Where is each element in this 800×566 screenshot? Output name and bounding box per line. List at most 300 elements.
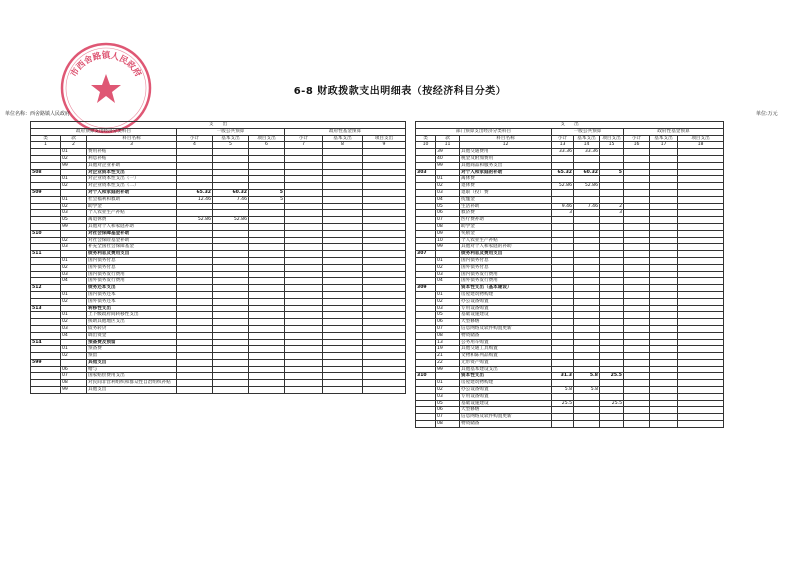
column-number: 3	[87, 142, 177, 149]
amount-cell	[323, 251, 363, 258]
amount-cell	[213, 305, 249, 312]
table-row	[31, 203, 406, 210]
column-number: 9	[363, 142, 406, 149]
category-code	[416, 346, 436, 353]
column-label: 款	[61, 135, 87, 142]
amount-cell	[678, 285, 724, 292]
amount-cell	[177, 387, 213, 394]
amount-cell	[285, 237, 323, 244]
subject-name: 国内债务还本	[87, 291, 177, 298]
table-row	[416, 373, 724, 380]
general-budget-header: 一般公共预算	[177, 128, 285, 135]
amount-cell	[213, 251, 249, 258]
amount-cell	[574, 380, 600, 387]
category-code	[416, 183, 436, 190]
amount-cell	[249, 257, 285, 264]
amount-cell	[624, 271, 650, 278]
amount-cell	[363, 359, 406, 366]
amount-cell	[213, 339, 249, 346]
category-code	[416, 217, 436, 224]
amount-cell	[678, 155, 724, 162]
amount-cell	[177, 251, 213, 258]
subject-name: 税金及附加费用	[460, 155, 552, 162]
column-number: 13	[552, 142, 574, 149]
category-code	[416, 155, 436, 162]
column-label-row	[31, 135, 406, 142]
amount-cell: 60.32	[574, 169, 600, 176]
amount-cell	[624, 339, 650, 346]
amount-cell	[249, 264, 285, 271]
category-code	[416, 176, 436, 183]
amount-cell	[323, 155, 363, 162]
subject-name: 资本性支出（基本建设）	[460, 285, 552, 292]
amount-cell	[600, 155, 624, 162]
subject-name: 离退休费	[87, 217, 177, 224]
amount-cell	[177, 380, 213, 387]
table-row	[416, 278, 724, 285]
subject-name: 大型修缮	[460, 407, 552, 414]
amount-cell	[285, 346, 323, 353]
amount-cell	[363, 285, 406, 292]
subject-name: 援助其他地区支出	[87, 319, 177, 326]
category-code	[31, 257, 61, 264]
amount-cell	[574, 298, 600, 305]
amount-cell	[363, 278, 406, 285]
amount-cell	[363, 373, 406, 380]
subject-name: 费用补贴	[87, 149, 177, 156]
subject-name: 国外债务还本	[87, 298, 177, 305]
amount-cell	[249, 149, 285, 156]
item-code: 02	[61, 237, 87, 244]
item-code: 99	[436, 244, 460, 251]
table-row	[416, 407, 724, 414]
amount-cell	[678, 353, 724, 360]
amount-cell	[552, 230, 574, 237]
column-label: 项目支出	[678, 135, 724, 142]
amount-cell: 9.46	[552, 203, 574, 210]
table-row	[416, 210, 724, 217]
amount-cell	[552, 319, 574, 326]
amount-cell	[363, 305, 406, 312]
item-code: 01	[436, 257, 460, 264]
amount-cell	[624, 223, 650, 230]
column-number: 6	[249, 142, 285, 149]
amount-cell	[678, 223, 724, 230]
column-label: 类	[416, 135, 436, 142]
table-row	[31, 244, 406, 251]
amount-cell: 25.5	[600, 400, 624, 407]
amount-cell	[285, 257, 323, 264]
amount-cell	[600, 325, 624, 332]
item-code: 07	[436, 217, 460, 224]
table-row	[31, 176, 406, 183]
category-code	[416, 319, 436, 326]
item-code: 03	[61, 271, 87, 278]
amount-cell	[552, 189, 574, 196]
amount-cell	[363, 196, 406, 203]
amount-cell	[249, 346, 285, 353]
amount-cell	[323, 285, 363, 292]
category-code	[416, 339, 436, 346]
amount-cell	[574, 230, 600, 237]
amount-cell	[363, 380, 406, 387]
amount-cell	[624, 407, 650, 414]
unit-label: 单位:万元	[756, 111, 778, 117]
amount-cell	[177, 319, 213, 326]
item-code: 04	[61, 332, 87, 339]
amount-cell	[177, 176, 213, 183]
amount-cell	[678, 217, 724, 224]
column-label-row	[416, 135, 724, 142]
amount-cell	[363, 210, 406, 217]
subject-name: 房屋建筑物购建	[460, 380, 552, 387]
amount-cell	[678, 251, 724, 258]
subject-name: 国外债务发行费用	[87, 278, 177, 285]
category-code	[416, 196, 436, 203]
amount-cell	[678, 387, 724, 394]
amount-cell: 2	[600, 203, 624, 210]
amount-cell	[574, 346, 600, 353]
amount-cell	[678, 414, 724, 421]
table-row	[416, 217, 724, 224]
amount-cell	[249, 278, 285, 285]
amount-cell	[600, 230, 624, 237]
table-row	[31, 251, 406, 258]
amount-cell	[552, 325, 574, 332]
amount-cell	[624, 359, 650, 366]
category-code	[31, 312, 61, 319]
table-row	[31, 162, 406, 169]
table-row	[416, 285, 724, 292]
amount-cell	[249, 339, 285, 346]
amount-cell	[177, 237, 213, 244]
category-code	[416, 210, 436, 217]
category-code	[31, 278, 61, 285]
table-row	[31, 373, 406, 380]
subject-name: 房屋建筑物购建	[460, 291, 552, 298]
item-code: 01	[61, 176, 87, 183]
category-code	[31, 353, 61, 360]
amount-cell	[177, 325, 213, 332]
amount-cell	[249, 237, 285, 244]
amount-cell	[574, 421, 600, 428]
category-code	[416, 271, 436, 278]
column-label: 基本支出	[650, 135, 678, 142]
amount-cell	[213, 183, 249, 190]
category-code	[31, 162, 61, 169]
category-code	[31, 298, 61, 305]
category-code	[416, 332, 436, 339]
amount-cell	[177, 149, 213, 156]
amount-cell	[285, 155, 323, 162]
column-number: 8	[323, 142, 363, 149]
item-code: 05	[61, 217, 87, 224]
item-code: 08	[61, 380, 87, 387]
item-code: 08	[436, 421, 460, 428]
table-row	[31, 380, 406, 387]
column-number: 18	[678, 142, 724, 149]
item-code: 01	[61, 312, 87, 319]
amount-cell	[574, 217, 600, 224]
item-code	[61, 339, 87, 346]
category-code: 512	[31, 285, 61, 292]
table-row	[31, 366, 406, 373]
amount-cell	[650, 325, 678, 332]
item-code: 03	[61, 244, 87, 251]
amount-cell	[574, 285, 600, 292]
column-label: 类	[31, 135, 61, 142]
table-row	[416, 176, 724, 183]
amount-cell	[678, 400, 724, 407]
amount-cell	[363, 223, 406, 230]
amount-cell	[213, 312, 249, 319]
subject-name: 物资储备	[460, 332, 552, 339]
amount-cell	[323, 325, 363, 332]
category-code	[416, 414, 436, 421]
amount-cell	[650, 373, 678, 380]
amount-cell	[552, 291, 574, 298]
unit-name: 单位名称：西舍路镇人民政府	[5, 111, 71, 117]
amount-cell	[213, 325, 249, 332]
item-code: 02	[61, 319, 87, 326]
amount-cell: 60.32	[213, 189, 249, 196]
amount-cell	[624, 244, 650, 251]
item-code: 99	[61, 223, 87, 230]
amount-cell	[624, 298, 650, 305]
amount-cell	[285, 264, 323, 271]
amount-cell	[177, 278, 213, 285]
amount-cell	[600, 196, 624, 203]
subject-name: 其他支出	[87, 359, 177, 366]
item-code: 07	[436, 414, 460, 421]
column-label: 基本支出	[323, 135, 363, 142]
subject-name: 国外债务付息	[87, 264, 177, 271]
amount-cell: 5.8	[574, 373, 600, 380]
amount-cell	[600, 421, 624, 428]
amount-cell	[574, 407, 600, 414]
table-row	[416, 291, 724, 298]
column-label: 款	[436, 135, 460, 142]
subject-name: 对民间非营利组织和群众性自治组织补贴	[87, 380, 177, 387]
amount-cell: 3	[552, 210, 574, 217]
group-header: 支 出	[416, 122, 724, 129]
amount-cell	[650, 353, 678, 360]
amount-cell	[624, 149, 650, 156]
amount-cell	[249, 155, 285, 162]
amount-cell	[574, 155, 600, 162]
category-code	[416, 400, 436, 407]
category-code	[416, 325, 436, 332]
amount-cell	[624, 346, 650, 353]
amount-cell	[678, 203, 724, 210]
subject-name: 物资储备	[460, 421, 552, 428]
amount-cell	[552, 244, 574, 251]
header-row	[416, 122, 724, 129]
amount-cell	[650, 332, 678, 339]
amount-cell	[285, 149, 323, 156]
amount-cell	[285, 325, 323, 332]
subject-name: 预备费	[87, 346, 177, 353]
amount-cell	[650, 421, 678, 428]
amount-cell	[600, 176, 624, 183]
amount-cell	[285, 291, 323, 298]
category-code	[416, 312, 436, 319]
amount-cell	[177, 285, 213, 292]
table-row	[416, 149, 724, 156]
subject-name: 基础设施建设	[460, 312, 552, 319]
amount-cell	[177, 353, 213, 360]
category-code	[31, 203, 61, 210]
amount-cell	[624, 278, 650, 285]
amount-cell	[552, 346, 574, 353]
amount-cell	[624, 196, 650, 203]
amount-cell	[552, 407, 574, 414]
amount-cell	[177, 230, 213, 237]
amount-cell	[650, 414, 678, 421]
amount-cell	[249, 380, 285, 387]
column-number: 7	[285, 142, 323, 149]
column-label: 科目名称	[460, 135, 552, 142]
amount-cell	[249, 305, 285, 312]
column-label: 小计	[177, 135, 213, 142]
amount-cell	[213, 373, 249, 380]
table-row	[31, 223, 406, 230]
table-row	[416, 332, 724, 339]
category-code	[31, 176, 61, 183]
amount-cell	[650, 203, 678, 210]
amount-cell	[650, 407, 678, 414]
item-code: 02	[61, 203, 87, 210]
amount-cell	[285, 203, 323, 210]
amount-cell	[552, 278, 574, 285]
category-code	[31, 332, 61, 339]
category-code: 513	[31, 305, 61, 312]
amount-cell	[650, 312, 678, 319]
amount-cell	[323, 162, 363, 169]
table-row	[416, 319, 724, 326]
table-row	[416, 400, 724, 407]
amount-cell	[363, 264, 406, 271]
amount-cell	[177, 264, 213, 271]
amount-cell	[650, 359, 678, 366]
item-code: 40	[436, 155, 460, 162]
category-code	[416, 359, 436, 366]
amount-cell	[177, 203, 213, 210]
amount-cell	[213, 223, 249, 230]
amount-cell	[249, 230, 285, 237]
item-code: 02	[436, 183, 460, 190]
amount-cell	[650, 155, 678, 162]
subject-name: 对企业资本性支出（二）	[87, 183, 177, 190]
amount-cell	[650, 210, 678, 217]
fund-budget-header: 政府性基金预算	[285, 128, 406, 135]
amount-cell	[285, 162, 323, 169]
amount-cell	[363, 271, 406, 278]
amount-cell	[574, 325, 600, 332]
item-code: 22	[436, 359, 460, 366]
amount-cell	[285, 210, 323, 217]
amount-cell	[249, 169, 285, 176]
category-code	[31, 149, 61, 156]
column-number: 12	[460, 142, 552, 149]
amount-cell	[650, 291, 678, 298]
table-row	[31, 339, 406, 346]
amount-cell	[600, 271, 624, 278]
amount-cell	[574, 162, 600, 169]
table-row	[31, 149, 406, 156]
amount-cell	[574, 278, 600, 285]
amount-cell	[285, 278, 323, 285]
amount-cell	[363, 237, 406, 244]
category-code	[31, 319, 61, 326]
amount-cell	[552, 332, 574, 339]
amount-cell	[363, 257, 406, 264]
table-row	[31, 217, 406, 224]
amount-cell: 52.86	[574, 183, 600, 190]
column-number: 5	[213, 142, 249, 149]
amount-cell	[650, 162, 678, 169]
table-row	[416, 183, 724, 190]
amount-cell	[624, 237, 650, 244]
amount-cell	[678, 271, 724, 278]
subject-name: 退职（役）费	[460, 189, 552, 196]
amount-cell	[650, 319, 678, 326]
amount-cell	[650, 237, 678, 244]
category-code	[31, 380, 61, 387]
amount-cell	[650, 264, 678, 271]
item-code: 03	[61, 210, 87, 217]
subject-name: 调出资金	[87, 332, 177, 339]
subject-name: 办公设备购置	[460, 298, 552, 305]
item-code: 07	[436, 325, 460, 332]
amount-cell	[323, 203, 363, 210]
amount-cell	[650, 298, 678, 305]
subject-name: 助学金	[87, 203, 177, 210]
amount-cell	[177, 346, 213, 353]
amount-cell	[678, 339, 724, 346]
amount-cell	[323, 312, 363, 319]
category-code	[31, 237, 61, 244]
amount-cell	[678, 169, 724, 176]
column-label: 小计	[624, 135, 650, 142]
amount-cell	[600, 237, 624, 244]
table-row	[416, 223, 724, 230]
amount-cell	[363, 353, 406, 360]
subject-name: 国内债务付息	[87, 257, 177, 264]
category-code	[416, 407, 436, 414]
amount-cell	[600, 353, 624, 360]
amount-cell	[678, 176, 724, 183]
item-code: 07	[61, 373, 87, 380]
category-code	[31, 223, 61, 230]
amount-cell	[285, 217, 323, 224]
amount-cell	[650, 271, 678, 278]
subject-name: 个人农业生产补贴	[460, 237, 552, 244]
amount-cell	[678, 183, 724, 190]
amount-cell	[624, 387, 650, 394]
amount-cell	[177, 359, 213, 366]
amount-cell	[678, 237, 724, 244]
column-number: 16	[624, 142, 650, 149]
category-code	[31, 387, 61, 394]
category-code	[416, 298, 436, 305]
category-code	[31, 155, 61, 162]
amount-cell	[678, 380, 724, 387]
amount-cell	[624, 162, 650, 169]
amount-cell	[650, 278, 678, 285]
amount-cell	[600, 217, 624, 224]
table-row	[31, 305, 406, 312]
